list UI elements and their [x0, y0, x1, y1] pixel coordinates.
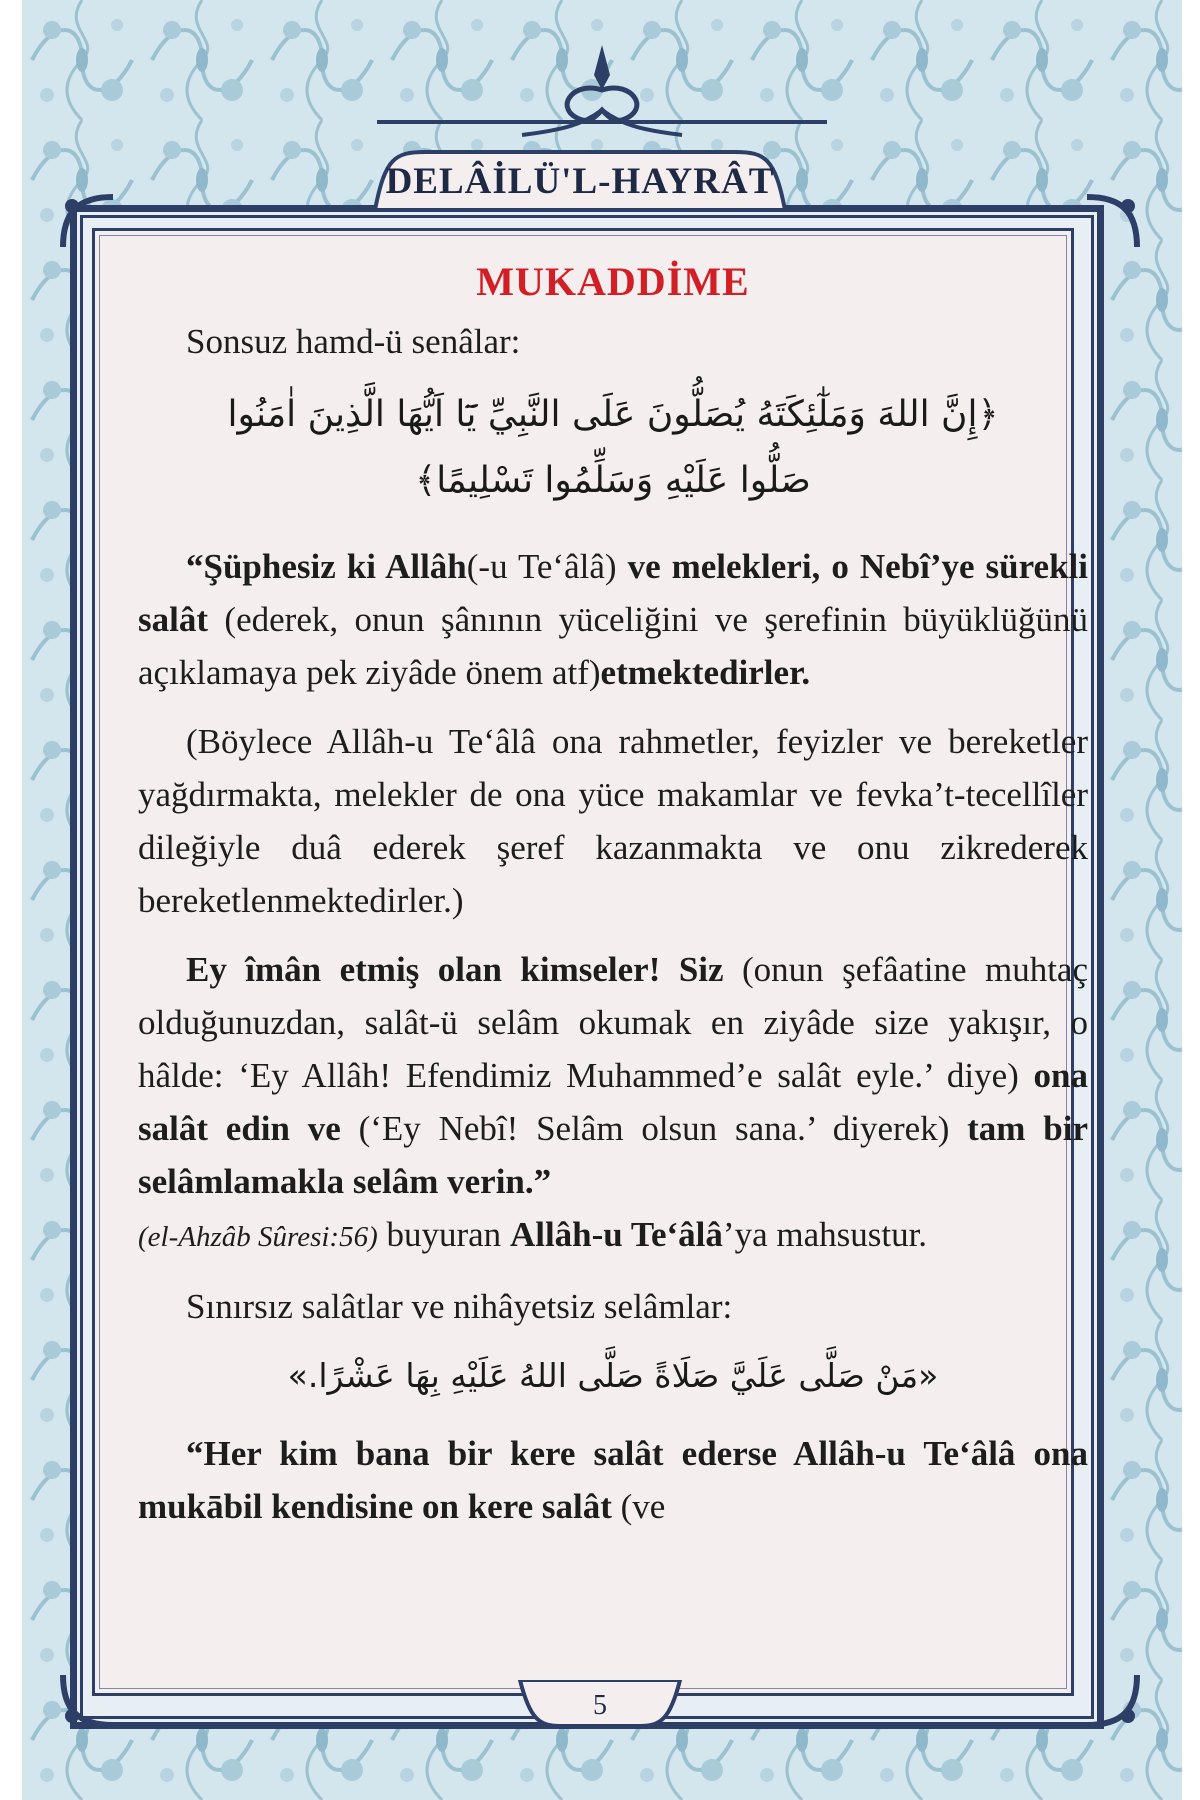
page-content — [138, 258, 1088, 1533]
verse-arabic-line-2: صَلُّوا عَلَيْهِ وَسَلِّمُوا تَسْلِيمًا﴾ — [415, 460, 811, 501]
bold-text: “Şüphesiz ki Allâh — [186, 547, 467, 586]
corner-ornament-bottom-left — [58, 1670, 118, 1730]
bold-text: “Her kim bana bir kere salât ederse Allâh-u Te‘âlâ ona mukābil kendisine on kere salât — [138, 1434, 1088, 1526]
corner-ornament-bottom-right — [1082, 1670, 1142, 1730]
bold-text: ve melekleri, o Nebî’ye sürekli salât — [138, 547, 1088, 639]
plain-text: (onun şefâatine muhtaç olduğunuzdan, salât-ü selâm okumak en ziyâde size yakışır, o hâlde: ‘Ey Allâh! Efendimiz Muhammed’e salât eyle.’ diye) — [138, 950, 1088, 1095]
section-heading: MUKADDİME — [476, 259, 750, 304]
verse-arabic-line-1: ﴿إِنَّ اللهَ وَمَلٰٓئِكَتَهُ يُصَلُّونَ عَلَى النَّبِيِّ يَٓا اَيُّهَا الَّذِينَ اٰمَنُوا — [227, 394, 999, 435]
bold-text: Ey îmân etmiş olan kimseler! Siz — [186, 950, 724, 989]
plain-text: (-u Te‘âlâ) — [466, 547, 628, 586]
corner-ornament-top-left — [58, 192, 118, 252]
paragraph-explanation: (Böylece Allâh-u Te‘âlâ ona rahmetler, feyizler ve bereketler yağdırmakta, melekler de ona yüce makamlar ve fevka’t-tecellîler dileğiyle duâ ederek şeref kazanmakta ve onu zikrederek bereketlenmektedirler.) — [138, 722, 1088, 920]
top-ornament — [512, 40, 692, 140]
bold-text: etmektedirler. — [600, 653, 811, 692]
plain-text: (‘Ey Nebî! Selâm olsun sana.’ diyerek) — [340, 1109, 968, 1148]
corner-ornament-top-right — [1082, 192, 1142, 252]
plain-text: buyuran — [377, 1215, 510, 1254]
paragraph-hadith-translation — [138, 1427, 1088, 1533]
plain-text: (ve — [611, 1487, 666, 1526]
plain-text: (ederek, onun şânının yüceliğini ve şerefinin büyüklüğünü açıklamaya pek ziyâde önem atf) — [138, 600, 1088, 692]
paragraph-verse-translation — [138, 540, 1088, 699]
intro-line: Sonsuz hamd-ü senâlar: — [186, 322, 521, 361]
bold-text: Allâh-u Te‘âlâ — [509, 1215, 723, 1254]
paragraph-command — [138, 943, 1088, 1264]
book-title: DELÂİLÜ'L-HAYRÂT — [385, 161, 775, 202]
top-rule — [377, 120, 827, 124]
page-number: 5 — [593, 1690, 607, 1721]
bold-text: tam bir selâmlamakla selâm verin.” — [138, 1109, 1088, 1201]
salat-line: Sınırsız salâtlar ve nihâyetsiz selâmlar: — [186, 1287, 733, 1326]
citation: (el-Ahzâb Sûresi:56) — [138, 1221, 378, 1253]
bold-text: ona salât edin ve — [138, 1056, 1088, 1148]
plain-text: ’ya mahsustur. — [722, 1215, 928, 1254]
hadith-arabic: «مَنْ صَلَّى عَلَيَّ صَلَاةً صَلَّى اللهُ عَلَيْهِ بِهَا عَشْرًا.» — [287, 1356, 939, 1395]
